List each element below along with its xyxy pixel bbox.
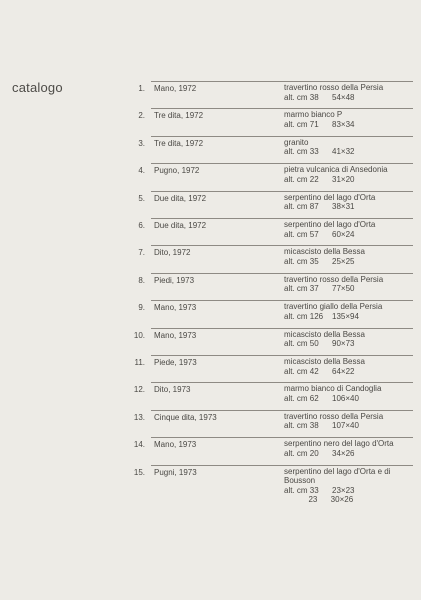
entry-material: travertino rosso della Persia bbox=[284, 411, 384, 421]
entry-material: serpentino del lago d'Orta bbox=[284, 192, 376, 202]
entry-title: Mano, 1973 bbox=[154, 440, 197, 450]
entry-material: marmo bianco P bbox=[284, 110, 343, 120]
entry-material-block bbox=[284, 439, 394, 458]
entry-dimensions: alt. cm 42 64×22 bbox=[284, 366, 355, 376]
entry-number: 5. bbox=[138, 193, 145, 203]
catalog-entry bbox=[0, 328, 421, 355]
catalog-entry bbox=[0, 136, 421, 163]
entry-material-block bbox=[284, 467, 390, 505]
entry-divider bbox=[151, 300, 413, 301]
entry-dimensions: alt. cm 35 25×25 bbox=[284, 256, 355, 266]
catalog-entry bbox=[0, 382, 421, 409]
catalog-entry bbox=[0, 108, 421, 135]
entry-material: micascisto della Bessa bbox=[284, 247, 365, 257]
catalog-entry bbox=[0, 273, 421, 300]
entry-dimensions: alt. cm 71 83×34 bbox=[284, 119, 355, 129]
entry-material-block bbox=[284, 193, 375, 212]
entry-number: 2. bbox=[138, 111, 145, 121]
entry-material-block bbox=[284, 384, 381, 403]
entry-number: 3. bbox=[138, 138, 145, 148]
entry-number: 1. bbox=[138, 84, 145, 93]
entry-material-block bbox=[284, 412, 383, 431]
entry-dimensions: alt. cm 37 77×50 bbox=[284, 284, 355, 294]
entry-title: Due dita, 1972 bbox=[154, 221, 207, 230]
entry-title: Due dita, 1972 bbox=[154, 193, 207, 203]
entry-title: Dito, 1973 bbox=[154, 385, 191, 395]
entry-title: Tre dita, 1972 bbox=[154, 138, 204, 148]
entry-material-block bbox=[284, 110, 354, 129]
entry-title: Mano, 1972 bbox=[154, 84, 197, 93]
entry-material: travertino rosso della Persia bbox=[284, 83, 384, 92]
entry-material: travertino giallo della Persia bbox=[284, 302, 383, 312]
catalog-entry bbox=[0, 163, 421, 190]
entry-material: serpentino del lago d'Orta e di bbox=[284, 466, 391, 476]
entry-material-block bbox=[284, 302, 382, 321]
entry-dimensions: alt. cm 33 41×32 bbox=[284, 147, 355, 157]
entry-divider bbox=[151, 355, 413, 356]
entry-material: marmo bianco di Candoglia bbox=[284, 384, 382, 394]
entry-dimensions: alt. cm 126 135×94 bbox=[284, 311, 359, 321]
entry-divider bbox=[151, 218, 413, 219]
entry-material: travertino rosso della Persia bbox=[284, 274, 384, 284]
entry-divider bbox=[151, 328, 413, 329]
entry-divider bbox=[151, 410, 413, 411]
entry-material: micascisto della Bessa bbox=[284, 329, 365, 339]
entry-dimensions: alt. cm 38 54×48 bbox=[284, 92, 355, 102]
entry-material-block bbox=[284, 138, 354, 157]
entry-dimensions: alt. cm 22 31×20 bbox=[284, 174, 355, 184]
catalog-heading: catalogo bbox=[12, 80, 63, 95]
entry-dimensions: alt. cm 33 23×23 bbox=[284, 485, 355, 495]
entry-divider bbox=[151, 465, 413, 466]
catalog-entry bbox=[0, 465, 421, 505]
entry-material: serpentino nero del lago d'Orta bbox=[284, 439, 394, 449]
entry-number: 12. bbox=[133, 385, 145, 395]
entry-material-block bbox=[284, 165, 388, 184]
entry-number: 11. bbox=[134, 358, 145, 367]
entry-material-block bbox=[284, 247, 365, 266]
entry-dimensions: alt. cm 87 38×31 bbox=[284, 202, 355, 212]
catalog-entry bbox=[0, 81, 421, 108]
entry-divider bbox=[151, 245, 413, 246]
entry-number: 14. bbox=[133, 440, 145, 450]
entry-material-block bbox=[284, 275, 383, 294]
catalog-entry bbox=[0, 437, 421, 464]
entry-divider bbox=[151, 273, 413, 274]
entry-title: Cinque dita, 1973 bbox=[154, 412, 217, 422]
entry-title: Mano, 1973 bbox=[154, 303, 197, 313]
entry-number: 7. bbox=[138, 248, 145, 258]
entry-number: 13. bbox=[133, 412, 145, 422]
entry-divider bbox=[151, 382, 413, 383]
entry-title: Dito, 1972 bbox=[154, 248, 191, 258]
catalog-entry bbox=[0, 191, 421, 218]
entry-dimensions: alt. cm 62 106×40 bbox=[284, 393, 359, 403]
catalog-entry bbox=[0, 245, 421, 272]
entry-number: 4. bbox=[138, 166, 145, 176]
entry-material: granito bbox=[284, 137, 309, 147]
entry-title: Pugni, 1973 bbox=[154, 467, 197, 477]
entry-divider bbox=[151, 163, 413, 164]
entry-dimensions: alt. cm 20 34×26 bbox=[284, 448, 355, 458]
entry-material: pietra vulcanica di Ansedonia bbox=[284, 165, 388, 175]
entry-material-block bbox=[284, 357, 365, 376]
entry-dimensions: alt. cm 57 60×24 bbox=[284, 229, 355, 239]
entry-number: 15. bbox=[133, 467, 145, 477]
entry-divider bbox=[151, 108, 413, 109]
entry-title: Tre dita, 1972 bbox=[154, 111, 204, 121]
entry-divider bbox=[151, 81, 413, 82]
catalog-entry bbox=[0, 218, 421, 245]
entry-number: 6. bbox=[138, 221, 145, 230]
entry-material: micascisto della Bessa bbox=[284, 357, 365, 366]
entry-title: Piedi, 1973 bbox=[154, 275, 195, 285]
entry-title: Mano, 1973 bbox=[154, 330, 197, 340]
entry-number: 9. bbox=[138, 303, 145, 313]
entry-divider bbox=[151, 437, 413, 438]
entry-material-continued: Bousson bbox=[284, 476, 316, 486]
entry-dimensions: alt. cm 38 107×40 bbox=[284, 421, 359, 431]
entry-number: 8. bbox=[138, 275, 145, 285]
entry-title: Piede, 1973 bbox=[154, 358, 197, 367]
entry-dimensions: alt. cm 50 90×73 bbox=[284, 339, 355, 349]
catalog-entry bbox=[0, 300, 421, 327]
entry-dimensions: 23 30×26 bbox=[284, 495, 354, 505]
entry-material-block bbox=[284, 83, 383, 102]
entry-material-block bbox=[284, 330, 365, 349]
catalog-entry bbox=[0, 410, 421, 437]
catalog-entry bbox=[0, 355, 421, 382]
entry-divider bbox=[151, 136, 413, 137]
entry-title: Pugno, 1972 bbox=[154, 166, 200, 176]
entry-number: 10. bbox=[133, 330, 145, 340]
entry-material-block bbox=[284, 220, 375, 239]
entry-material: serpentino del lago d'Orta bbox=[284, 220, 376, 229]
entry-divider bbox=[151, 191, 413, 192]
